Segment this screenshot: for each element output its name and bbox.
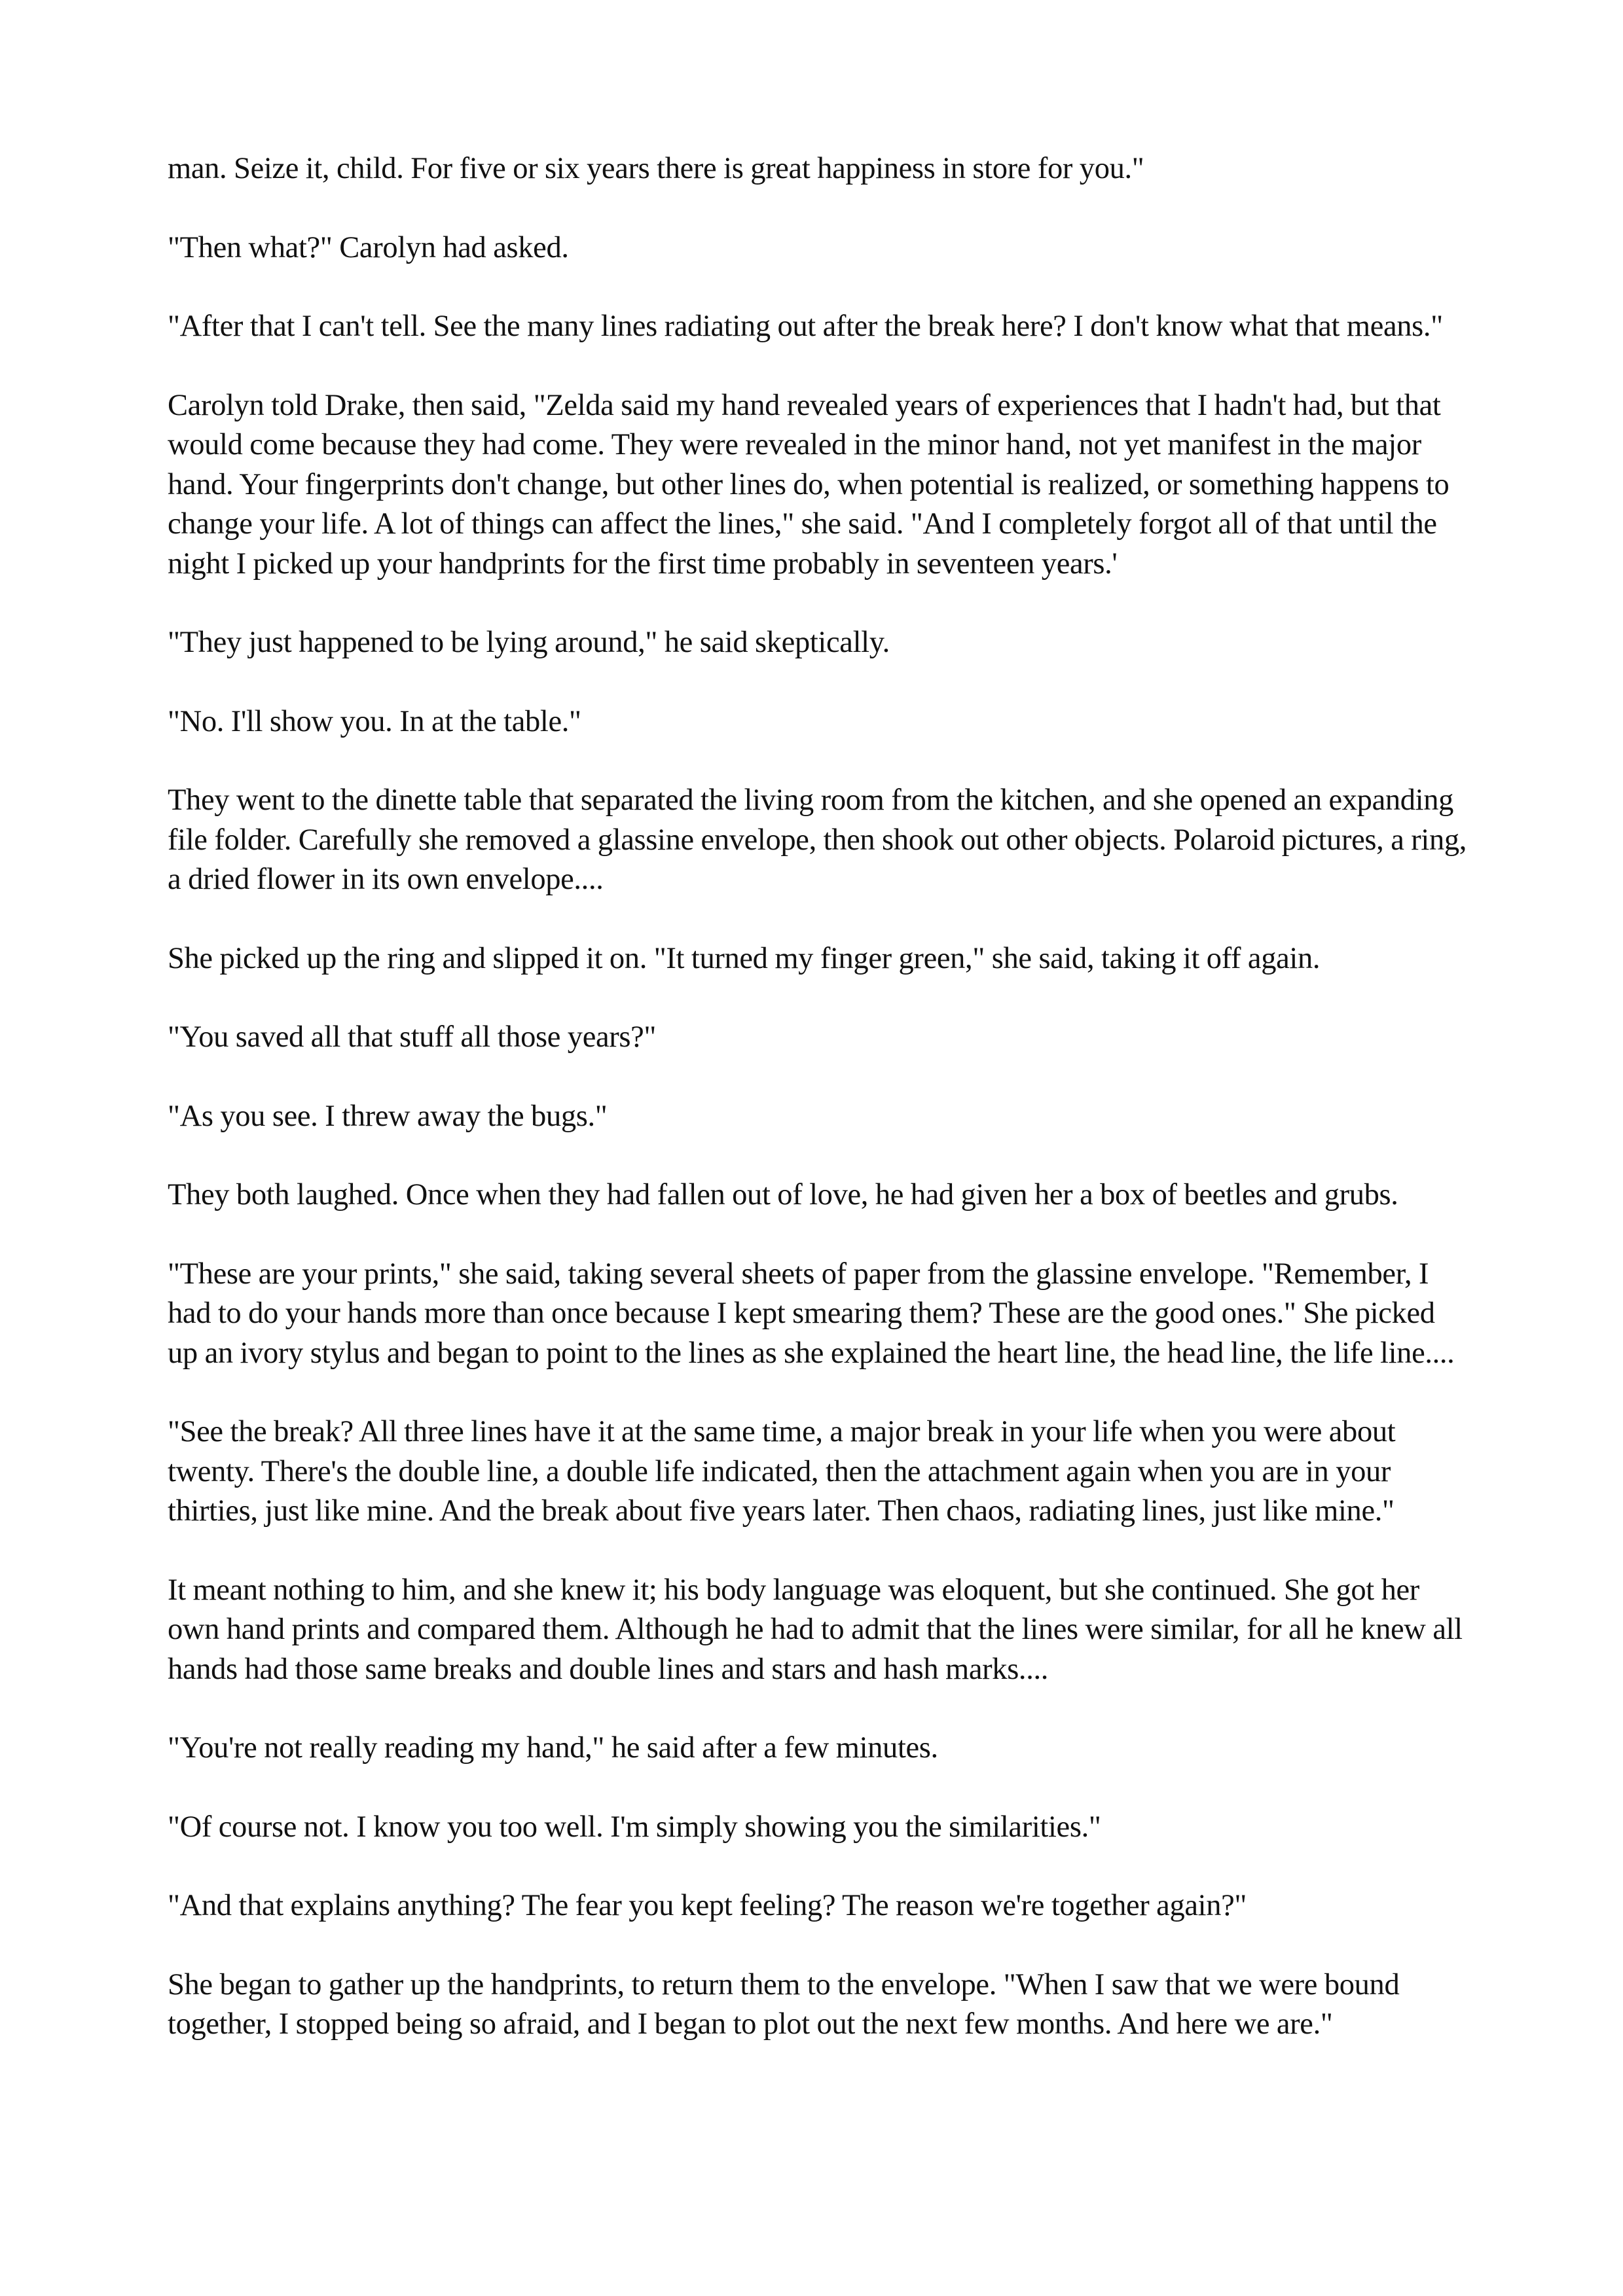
paragraph-16: "Of course not. I know you too well. I'm simply showing you the similarities.": [168, 1810, 1101, 1844]
body-text: [168, 149, 1470, 2084]
paragraph-3: "After that I can't tell. See the many lines radiating out after the break here? I don't know what that means.": [168, 310, 1443, 343]
paragraph-14: It meant nothing to him, and she knew it; his body language was eloquent, but she continued. She got her own hand prints and compared them. Although he had to admit that the lines were similar, for all he knew all hands had those same breaks and double lines and stars and hash marks....: [168, 1573, 1463, 1686]
paragraph-2: "Then what?" Carolyn had asked.: [168, 230, 569, 264]
paragraph-4: Carolyn told Drake, then said, "Zelda said my hand revealed years of experiences that I hadn't had, but that would come because they had come. They were revealed in the minor hand, not yet manifest in the major hand. Your fingerprints don't change, but other lines do, when potential is realized, or something happens to change your life. A lot of things can affect the lines," she said. "And I completely forgot all of that until the night I picked up your handprints for the first time probably in seventeen years.': [168, 388, 1450, 581]
paragraph-15: "You're not really reading my hand," he said after a few minutes.: [168, 1731, 938, 1765]
paragraph-9: "You saved all that stuff all those years?": [168, 1020, 657, 1054]
paragraph-10: "As you see. I threw away the bugs.": [168, 1099, 608, 1133]
paragraph-18: She began to gather up the handprints, to return them to the envelope. "When I saw that we were bound together, I stopped being so afraid, and I began to plot out the next few months. And here we are.": [168, 1967, 1400, 2041]
paragraph-17: "And that explains anything? The fear you kept feeling? The reason we're together again?": [168, 1889, 1247, 1922]
paragraph-12: "These are your prints," she said, taking several sheets of paper from the glassine envelope. "Remember, I had to do your hands more than once because I kept smearing them? These are the good ones." She picked up an ivory stylus and began to point to the lines as she explained the heart line, the head line, the life line....: [168, 1257, 1455, 1370]
paragraph-5: "They just happened to be lying around," he said skeptically.: [168, 626, 890, 659]
paragraph-11: They both laughed. Once when they had fallen out of love, he had given her a box of beetles and grubs.: [168, 1178, 1398, 1211]
paragraph-8: She picked up the ring and slipped it on. "It turned my finger green," she said, taking it off again.: [168, 941, 1321, 975]
paragraph-13: "See the break? All three lines have it at the same time, a major break in your life when you were about twenty. There's the double line, a double life indicated, then the attachment again when you are in your thirties, just like mine. And the break about five years later. Then chaos, radiating lines, just like mine.": [168, 1415, 1396, 1528]
paragraph-6: "No. I'll show you. In at the table.": [168, 704, 581, 738]
paragraph-1: man. Seize it, child. For five or six years there is great happiness in store for you.": [168, 152, 1144, 185]
paragraph-7: They went to the dinette table that separated the living room from the kitchen, and she opened an expanding file folder. Carefully she removed a glassine envelope, then shook out other objects. Polaroid pictures, a ring, a dried flower in its own envelope....: [168, 783, 1467, 896]
